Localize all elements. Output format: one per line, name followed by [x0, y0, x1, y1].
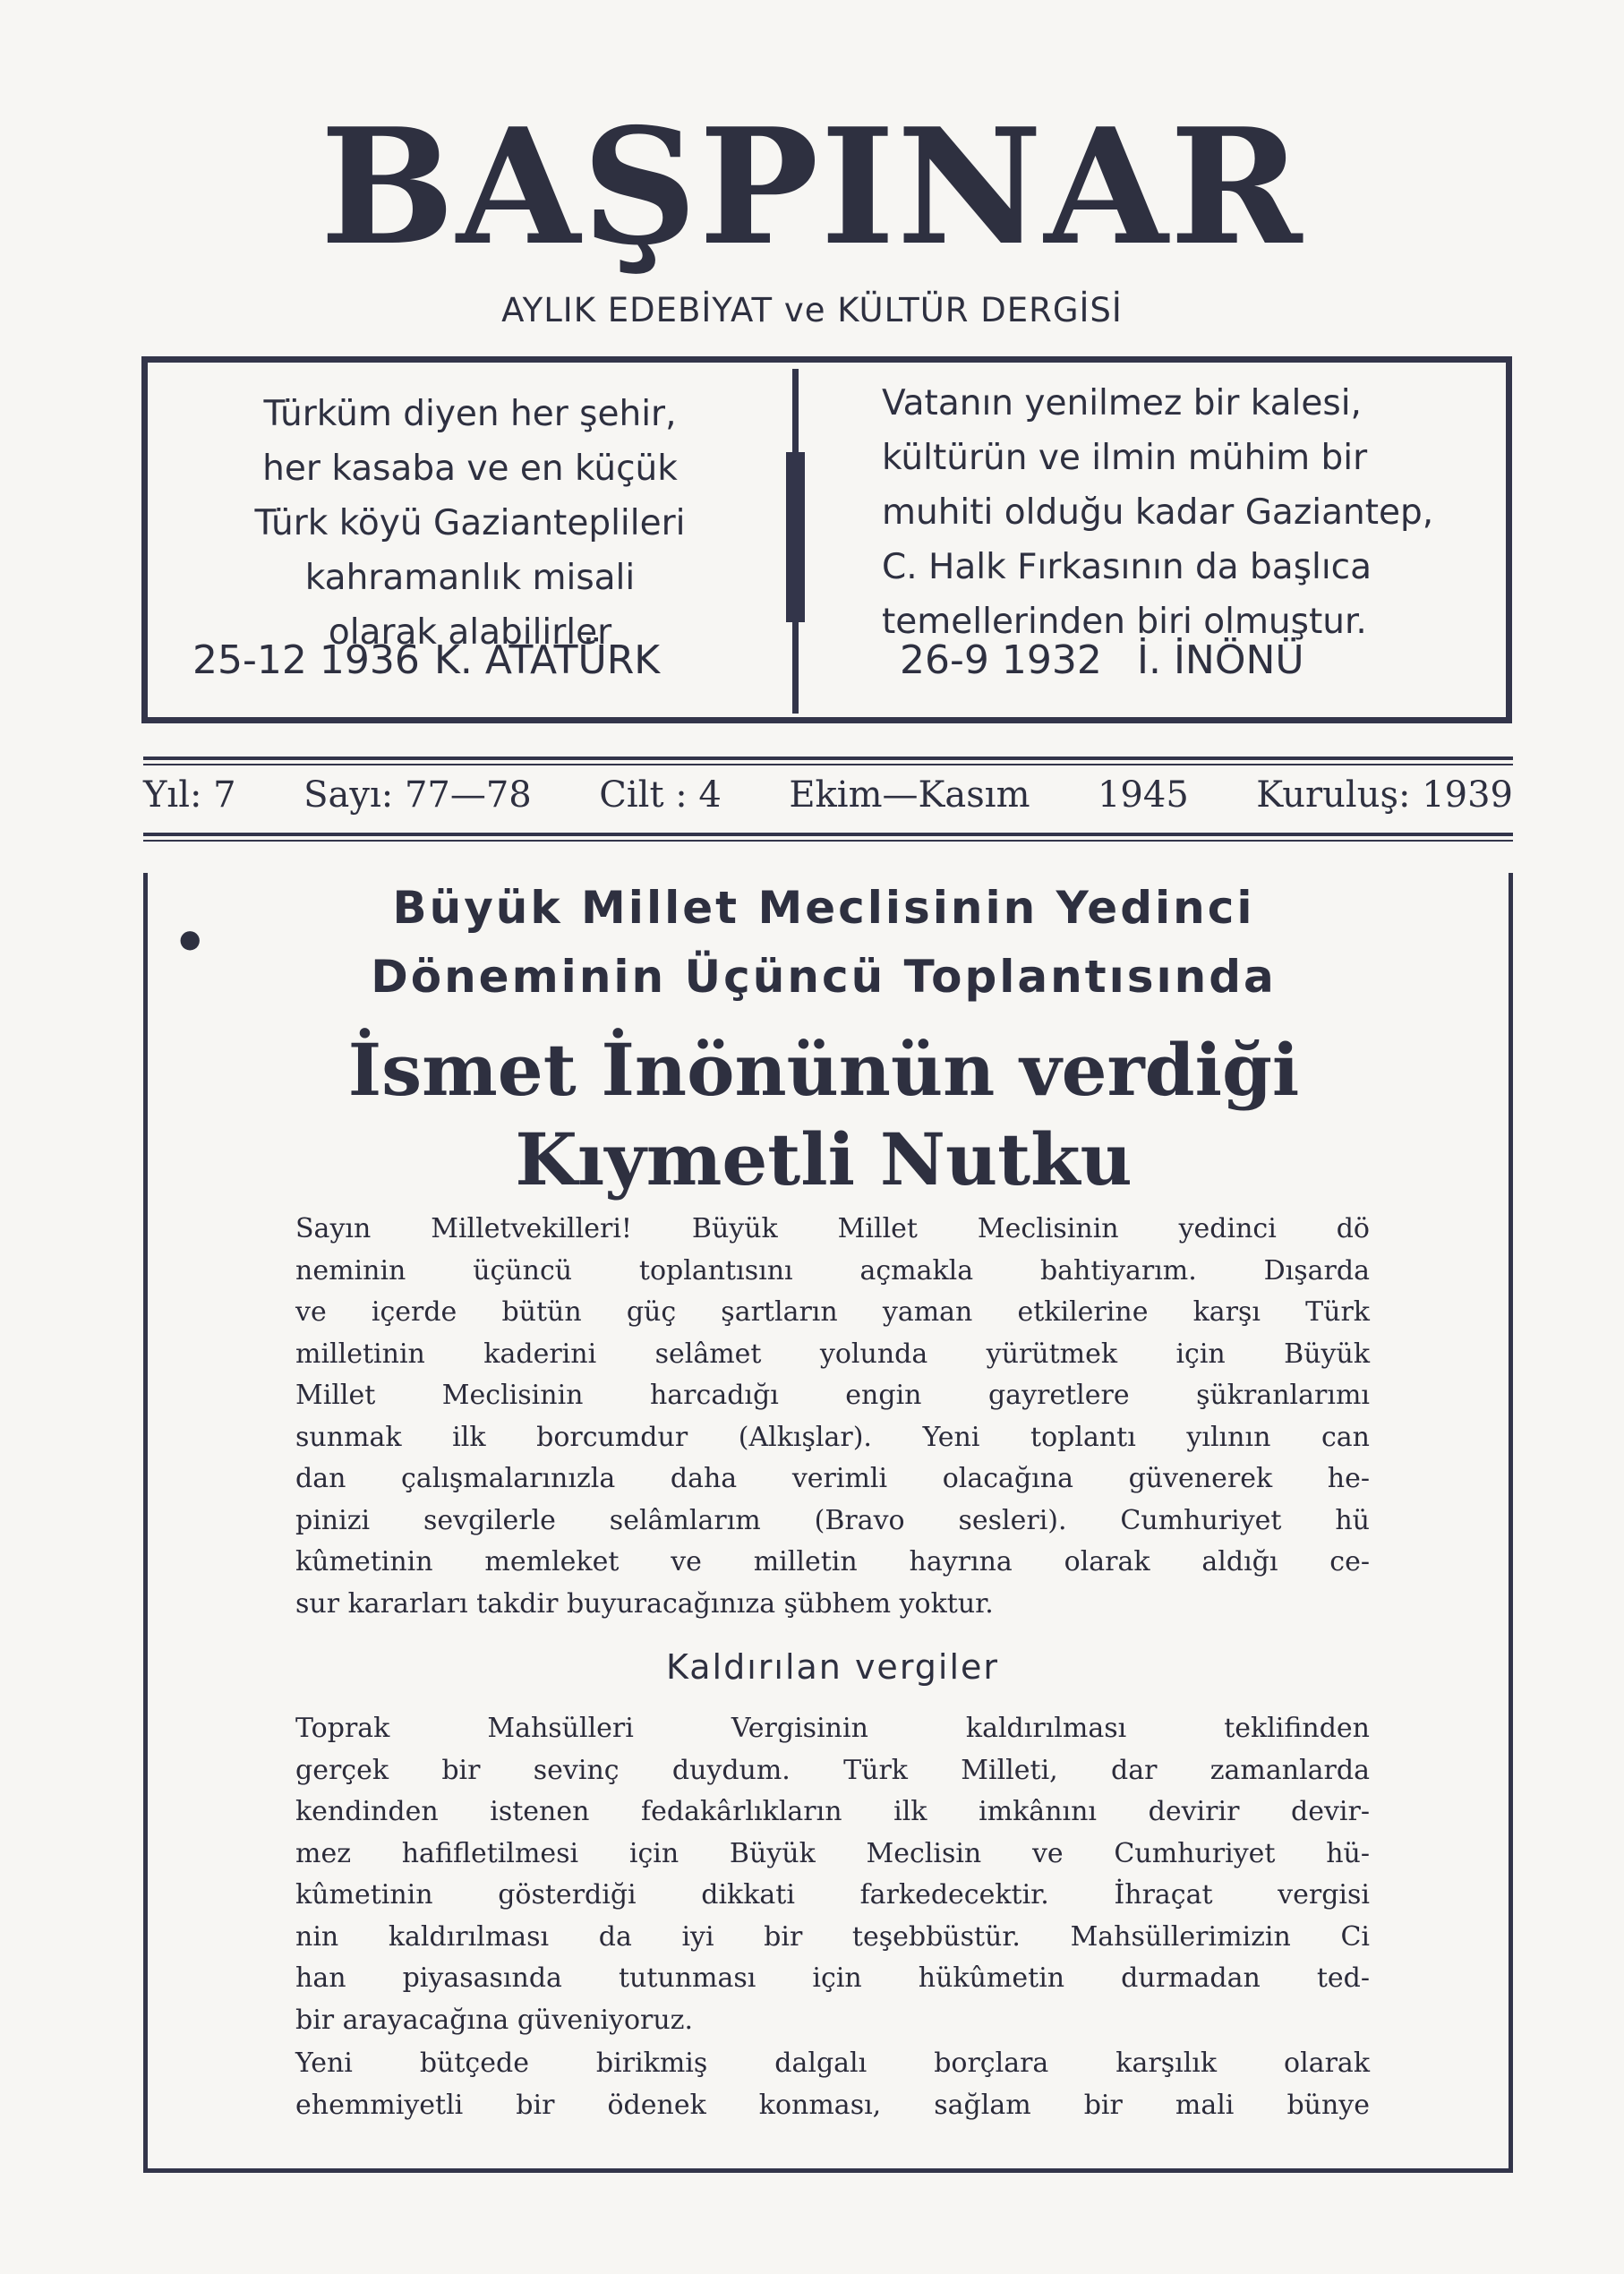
top-rule-thin	[143, 764, 1513, 765]
issue-year: Yıl: 7	[143, 774, 236, 816]
text-line: Toprak Mahsülleri Vergisinin kaldırılması teklifinden	[295, 1713, 1370, 1744]
text-line: bir arayacağına güveniyoruz.	[295, 2004, 694, 2036]
bottom-rule	[143, 833, 1513, 836]
article-headline-line1: Büyük Millet Meclisinin Yedinci	[392, 882, 1255, 934]
text-line: mez hafifletilmesi için Büyük Meclisin ve Cumhuriyet hü-	[295, 1837, 1370, 1869]
bullet-dot-icon: ●	[179, 924, 201, 953]
issue-number: Sayı: 77—78	[303, 774, 532, 816]
article-headline-line4: Kıymetli Nutku	[515, 1117, 1133, 1201]
text-line: neminin üçüncü toplantısını açmakla bahtiyarım. Dışarda	[295, 1254, 1370, 1287]
quote-line: kahramanlık misali	[304, 558, 636, 598]
text-line: dan çalışmalarınızla daha verimli olacağına güvenerek he-	[295, 1463, 1370, 1494]
text-line: Sayın Milletvekilleri! Büyük Millet Meclisinin yedinci dö	[295, 1213, 1370, 1244]
quote-line: temellerinden biri olmuştur.	[882, 602, 1367, 642]
text-line: kûmetinin memleket ve milletin hayrına olarak aldığı ce-	[295, 1546, 1370, 1577]
text-line: milletinin kaderini selâmet yolunda yürütmek için Büyük	[295, 1338, 1370, 1370]
text-line: kendinden istenen fedakârlıkların ilk imkânını devirir devir-	[295, 1796, 1370, 1827]
text-line: sunmak ilk borcumdur (Alkışlar). Yeni toplantı yılının can	[295, 1421, 1370, 1453]
quote-line: kültürün ve ilmin mühim bir	[882, 438, 1368, 478]
top-rule	[143, 757, 1513, 760]
article-paragraph-3	[295, 2043, 1370, 2126]
bottom-rule-thin	[143, 840, 1513, 842]
article-headline-line2: Döneminin Üçüncü Toplantısında	[371, 951, 1277, 1003]
article-headline-line3: İsmet İnönünün verdiği	[347, 1028, 1300, 1112]
article-paragraph-1	[295, 1209, 1370, 1625]
section-heading: Kaldırılan vergiler	[665, 1647, 1000, 1687]
issue-date-year: 1945	[1097, 774, 1189, 816]
quote-line: C. Halk Fırkasının da başlıca	[882, 547, 1372, 587]
quote-line: Türküm diyen her şehir,	[263, 394, 677, 434]
quote-divider-accent	[786, 452, 805, 622]
text-line: Yeni bütçede birikmiş dalgalı borçlara karşılık olarak	[295, 2047, 1370, 2079]
quote-line: Vatanın yenilmez bir kalesi,	[882, 383, 1362, 423]
quote-ataturk-date: 25-12 1936	[192, 637, 420, 683]
issue-info-bar	[143, 774, 1513, 816]
text-line: ehemmiyetli bir ödenek konması, sağlam bir mali bünye	[295, 2089, 1370, 2121]
quote-line: Türk köyü Gaziantepli̇leri	[254, 503, 686, 543]
text-line: Millet Meclisinin harcadığı engin gayretlere şükranlarımı	[295, 1380, 1370, 1411]
quote-ataturk-author: K. ATATÜRK	[434, 637, 661, 683]
magazine-subtitle: AYLIK EDEBİYAT ve KÜLTÜR DERGİSİ	[501, 291, 1123, 329]
text-line: ve içerde bütün güç şartların yaman etkilerine karşı Türk	[295, 1296, 1370, 1328]
quote-ataturk	[184, 387, 756, 660]
text-line: kûmetinin gösterdiği dikkati farkedecektir. İhraçat vergisi	[295, 1879, 1370, 1911]
quote-inonu	[882, 376, 1473, 649]
text-line: gerçek bir sevinç duydum. Türk Milleti, dar zamanlarda	[295, 1754, 1370, 1786]
quote-line: olarak alabilirler	[328, 612, 612, 653]
article-paragraph-2	[295, 1708, 1370, 2041]
issue-months: Ekim—Kasım	[789, 774, 1030, 816]
magazine-title: BAŞPINAR	[320, 93, 1304, 280]
text-line: pinizi sevgilerle selâmlarım (Bravo sesleri). Cumhuriyet hü	[295, 1504, 1370, 1536]
quote-line: her kasaba ve en küçük	[262, 449, 678, 489]
issue-founded: Kuruluş: 1939	[1256, 774, 1513, 816]
quote-inonu-author: İ. İNÖNÜ	[1137, 637, 1304, 683]
quote-inonu-date: 26-9 1932	[900, 637, 1102, 683]
text-line: nin kaldırılması da iyi bir teşebbüstür. Mahsüllerimizin Ci	[295, 1920, 1370, 1953]
text-line: sur kararları takdir buyuracağınıza şübhem yoktur.	[295, 1587, 994, 1620]
issue-volume: Cilt : 4	[599, 774, 722, 816]
text-line: han piyasasında tutunması için hükûmetin durmadan ted-	[295, 1962, 1370, 1994]
quote-line: muhiti olduğu kadar Gaziantep,	[882, 492, 1434, 533]
